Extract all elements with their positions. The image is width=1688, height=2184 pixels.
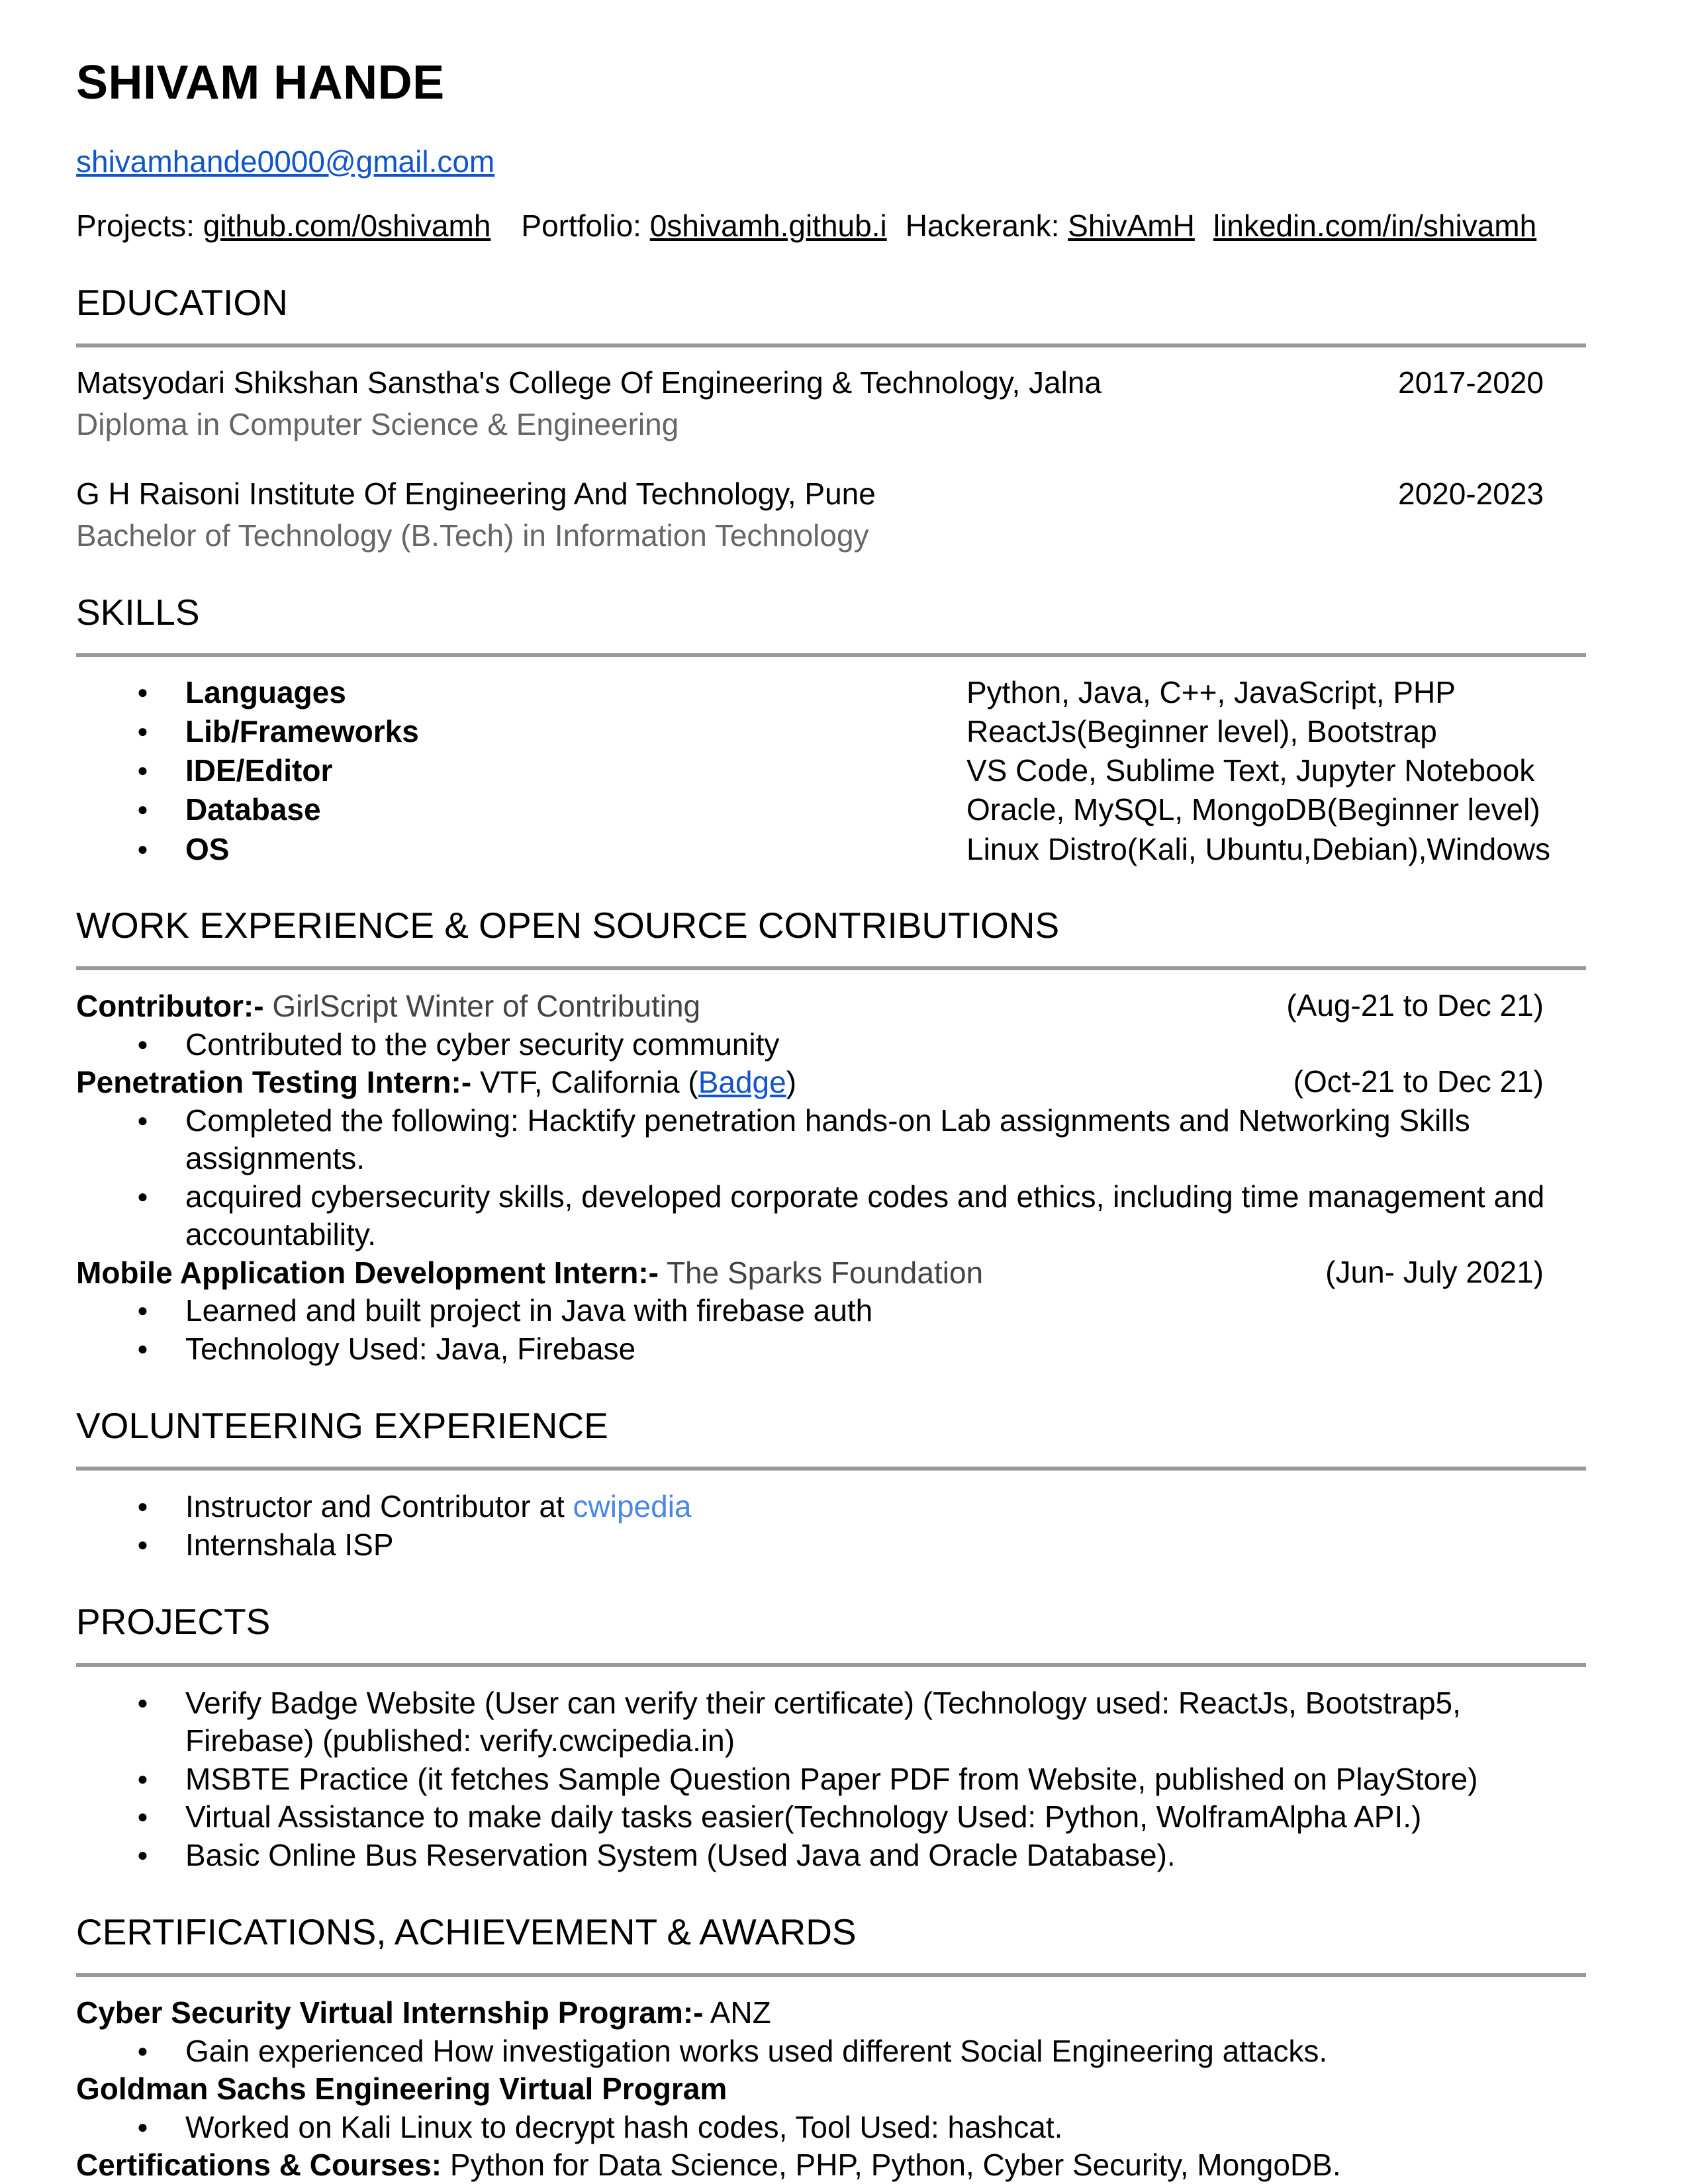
list-item: ● Gain experienced How investigation works used different Social Engineering attacks. (76, 2032, 1586, 2071)
degree-name: Diploma in Computer Science & Engineering (76, 407, 679, 442)
skill-category (76, 792, 966, 828)
list-item: ● Verify Badge Website (User can verify their certificate) (Technology used: ReactJs, Bootstrap5, Firebase) (published: verify.cwcipedia.in) (76, 1684, 1586, 1760)
section-divider (76, 343, 1586, 347)
volunteering-bullets (76, 1488, 1586, 1564)
github-link[interactable]: github.com/0shivamh (203, 208, 491, 244)
education-entry-left (76, 365, 1102, 443)
certification-label: Certifications & Courses: (76, 2148, 442, 2183)
skill-category (76, 713, 966, 750)
list-item: ● Virtual Assistance to make daily tasks easier(Technology Used: Python, WolframAlpha API.) (76, 1798, 1586, 1837)
badge-link[interactable]: Badge (698, 1065, 786, 1100)
work-role (76, 987, 700, 1026)
page-title: SHIVAM HANDE (76, 56, 445, 109)
section-divider (76, 1663, 1586, 1667)
skill-category (76, 752, 966, 789)
school-name: Matsyodari Shikshan Sanstha's College Of Engineering & Technology, Jalna (76, 365, 1102, 400)
linkedin-link[interactable]: linkedin.com/in/shivamh (1213, 208, 1537, 244)
skill-label: Database (185, 792, 321, 827)
certification-bullets (76, 2032, 1586, 2071)
degree-name: Bachelor of Technology (B.Tech) in Information Technology (76, 518, 869, 553)
work-heading: WORK EXPERIENCE & OPEN SOURCE CONTRIBUTIONS (76, 904, 1060, 946)
certification-label: Cyber Security Virtual Internship Program:- (76, 1995, 704, 2030)
school-name: G H Raisoni Institute Of Engineering And Technology, Pune (76, 477, 876, 512)
skill-category (76, 831, 966, 868)
role-org: VTF, California ( (471, 1065, 698, 1100)
education-heading: EDUCATION (76, 281, 288, 323)
section-divider (76, 966, 1586, 970)
role-org: GirlScript Winter of Contributing (263, 989, 701, 1024)
skill-category (76, 674, 966, 711)
skill-label: OS (185, 831, 230, 866)
education-entry-left (76, 476, 876, 554)
role-org-suffix: ) (786, 1065, 797, 1100)
certification-title (76, 2070, 1586, 2109)
list-item: ● Basic Online Bus Reservation System (Used Java and Oracle Database). (76, 1837, 1586, 1875)
volunteer-text: Instructor and Contributor at (185, 1489, 573, 1524)
certification-label: Goldman Sachs Engineering Virtual Program (76, 2071, 727, 2107)
skill-row (76, 831, 1586, 868)
certification-bullets (76, 2109, 1586, 2147)
skill-row (76, 792, 1586, 828)
work-dates: (Aug-21 to Dec 21) (1286, 988, 1544, 1023)
skill-row (76, 752, 1586, 789)
skill-value: Oracle, MySQL, MongoDB(Beginner level) (966, 792, 1540, 827)
list-item: ● Learned and built project in Java with firebase auth (76, 1292, 1586, 1330)
volunteering-heading: VOLUNTEERING EXPERIENCE (76, 1405, 608, 1447)
certification-title (76, 1994, 1586, 2032)
projects-bullets (76, 1684, 1586, 1875)
projects-heading: PROJECTS (76, 1601, 271, 1643)
work-dates: (Oct-21 to Dec 21) (1293, 1064, 1544, 1099)
section-divider (76, 1973, 1586, 1977)
education-entry (76, 476, 1586, 554)
email-row (76, 144, 1586, 179)
work-entry-title (76, 1064, 1586, 1102)
certification-title (76, 2146, 1586, 2184)
list-item: ● MSBTE Practice (it fetches Sample Question Paper PDF from Website, published on PlayStore) (76, 1760, 1586, 1799)
hackerank-link[interactable]: ShivAmH (1068, 208, 1195, 244)
portfolio-label: Portfolio: (521, 208, 650, 244)
work-bullets (76, 1026, 1586, 1064)
list-item: ● Internshala ISP (76, 1526, 1586, 1565)
skill-value: ReactJs(Beginner level), Bootstrap (966, 714, 1437, 749)
certification-org: ANZ (703, 1995, 771, 2030)
education-entry (76, 365, 1586, 443)
section-divider (76, 1467, 1586, 1471)
list-item: ● Contributed to the cyber security community (76, 1026, 1586, 1064)
role-label: Contributor:- (76, 989, 264, 1024)
skill-label: Lib/Frameworks (185, 714, 419, 749)
portfolio-link[interactable]: 0shivamh.github.i (649, 208, 887, 244)
work-role (76, 1254, 983, 1293)
list-item: ● Technology Used: Java, Firebase (76, 1330, 1586, 1369)
skill-value: Linux Distro(Kali, Ubuntu,Debian),Windows (966, 831, 1551, 866)
certifications-heading: CERTIFICATIONS, ACHIEVEMENT & AWARDS (76, 1911, 857, 1953)
email-link[interactable]: shivamhande0000@gmail.com (76, 144, 495, 179)
hackerank-label: Hackerank: (905, 208, 1068, 244)
skill-row (76, 674, 1586, 711)
skill-label: IDE/Editor (185, 753, 333, 788)
education-dates: 2017-2020 (1398, 365, 1544, 400)
list-item: ● Completed the following: Hacktify penetration hands-on Lab assignments and Networking Skills assignments. (76, 1102, 1586, 1178)
certification-role (76, 1994, 771, 2032)
work-entry-title (76, 1254, 1586, 1293)
projects-label: Projects: (76, 208, 203, 244)
profile-links-row (76, 208, 1586, 244)
section-divider (76, 653, 1586, 657)
list-item (76, 1488, 1586, 1526)
skill-label: Languages (185, 674, 346, 709)
education-dates: 2020-2023 (1398, 477, 1544, 512)
skill-row (76, 713, 1586, 750)
list-item: ● acquired cybersecurity skills, developed corporate codes and ethics, including time management and accountability. (76, 1178, 1586, 1254)
work-dates: (Jun- July 2021) (1325, 1254, 1544, 1289)
role-label: Penetration Testing Intern:- (76, 1065, 472, 1100)
skill-value: Python, Java, C++, JavaScript, PHP (966, 674, 1456, 709)
skills-heading: SKILLS (76, 591, 200, 633)
work-bullets (76, 1102, 1586, 1254)
work-role (76, 1064, 796, 1102)
work-bullets (76, 1292, 1586, 1368)
cwipedia-link[interactable]: cwipedia (573, 1489, 692, 1524)
role-org: The Sparks Foundation (659, 1255, 984, 1290)
role-label: Mobile Application Development Intern:- (76, 1255, 659, 1290)
certification-role (76, 2146, 1341, 2184)
work-entry-title (76, 987, 1586, 1026)
list-item: ● Worked on Kali Linux to decrypt hash codes, Tool Used: hashcat. (76, 2109, 1586, 2147)
skill-value: VS Code, Sublime Text, Jupyter Notebook (966, 753, 1535, 788)
certification-courses: Python for Data Science, PHP, Python, Cyber Security, MongoDB. (442, 2148, 1341, 2183)
